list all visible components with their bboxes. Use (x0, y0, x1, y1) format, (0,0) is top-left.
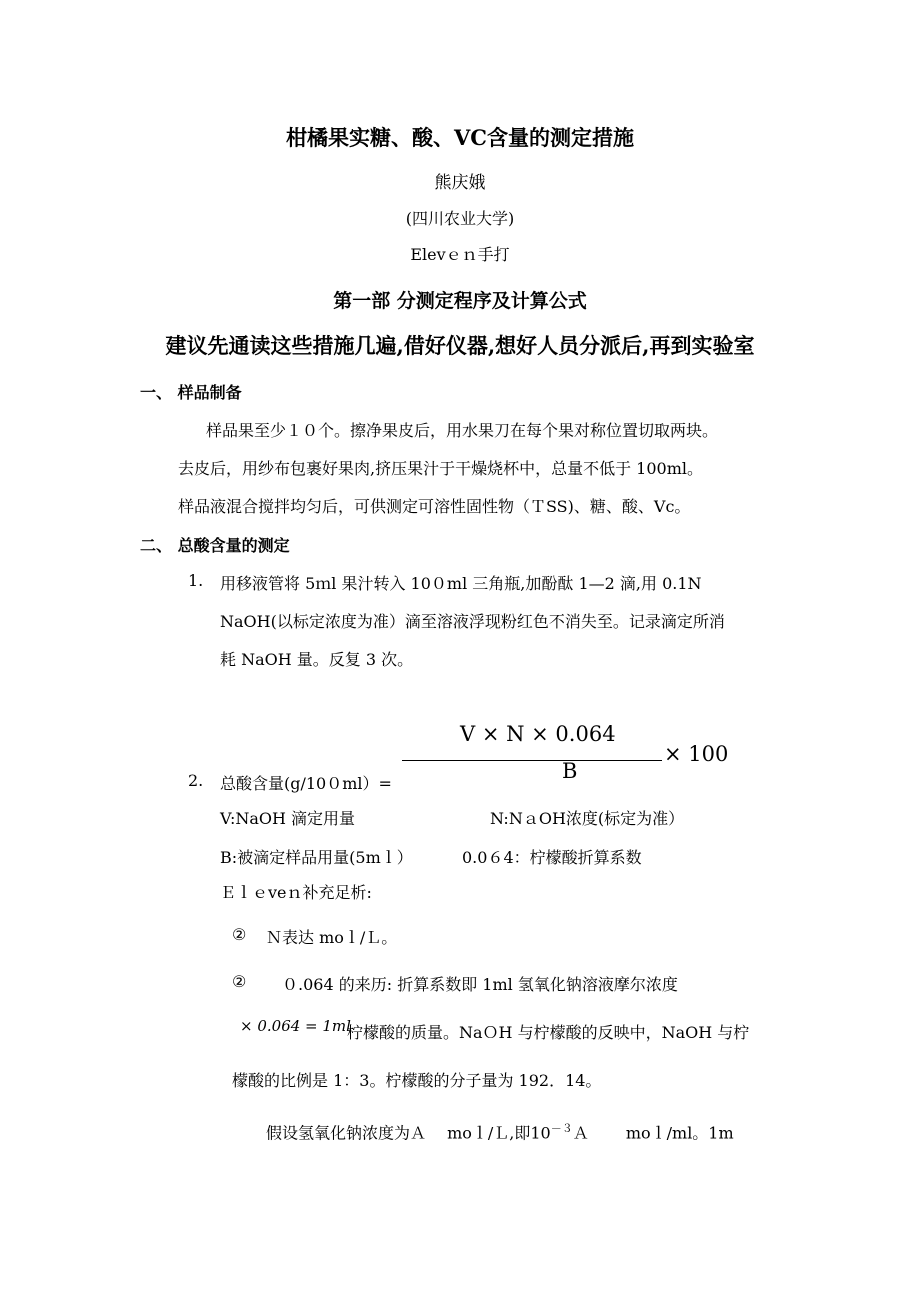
item1-line: 用移液管将 5ｍl 果汁转入 10０ml 三角瓶,加酚酞 1—2 滴,用 0.1N (220, 574, 702, 593)
section1-heading: 一、 样品制备 (140, 383, 242, 402)
section1-line: 样品液混合搅拌均匀后，可供测定可溶性固性物（ＴSS)、糖、酸、Vc。 (178, 497, 691, 516)
note3-text (266, 1120, 734, 1143)
note2-marker: ② (232, 972, 247, 991)
document-title: 柑橘果实糖、酸、VC含量的测定措施 (285, 125, 634, 150)
item2-number: 2. (188, 771, 204, 790)
note3-part-a: 假设氢氧化钠浓度为Ａ moｌ/Ｌ,即 (266, 1123, 531, 1143)
author-affiliation: (四川农业大学) (405, 209, 515, 228)
note2-formula: × 0.064 = 1ml (240, 1017, 351, 1035)
variable-v: V:NaOH 滴定用量 (220, 809, 356, 828)
variable-n: N:NａOH浓度(标定为准） (490, 809, 685, 828)
typist-note: Elevｅｎ手打 (410, 245, 510, 264)
author-name: 熊庆娥 (434, 173, 486, 193)
item1-line: NaOH(以标定浓度为准）滴至溶液浮现粉红色不消失至。记录滴定所消 (220, 612, 725, 631)
item2-label: 总酸含量(g/10０ml）= (220, 774, 392, 793)
item1-number: 1. (188, 571, 204, 590)
note3-exponent: －３ (550, 1122, 573, 1135)
supplement-heading: Ｅｌｅveｎ补充足析: (220, 883, 372, 902)
formula-numerator: V × N × 0.064 (460, 722, 616, 746)
variable-coefficient: 0.0６4：柠檬酸折算系数 (462, 848, 642, 867)
note3-ten: 10 (530, 1123, 551, 1143)
note1-marker: ② (232, 925, 247, 944)
section1-line: 样品果至少１０个。擦净果皮后，用水果刀在每个果对称位置切取两块。 (206, 421, 719, 440)
advice-line: 建议先通读这些措施几遍,借好仪器,想好人员分派后,再到实验室 (165, 333, 755, 358)
item1-line: 耗 NaOH 量。反复 3 次。 (220, 650, 414, 669)
formula-denominator: B (562, 759, 578, 783)
section2-heading: 二、 总酸含量的测定 (140, 536, 290, 555)
section1-line: 去皮后，用纱布包裹好果肉,挤压果汁于干燥烧杯中，总量不低于 100ml。 (178, 459, 704, 478)
note2-text: ０.064 的来历: 折算系数即 1ml 氢氧化钠溶液摩尔浓度 (282, 975, 678, 994)
note2-line3: 檬酸的比例是 1：3。柠檬酸的分子量为 192．14。 (232, 1071, 602, 1090)
part-heading: 第一部 分测定程序及计算公式 (333, 290, 587, 312)
formula-fraction-bar (402, 760, 662, 761)
note2-continuation: 柠檬酸的质量。NaＯH 与柠檬酸的反映中，NaOH 与柠 (347, 1023, 750, 1042)
variable-b: B:被滴定样品用量(5mｌ） (220, 848, 413, 867)
formula-multiplier: × 100 (664, 742, 729, 766)
note3-part-b: Ａ moｌ/ml。1m (572, 1123, 734, 1143)
note1-text: Ｎ表达 moｌ/Ｌ。 (266, 928, 398, 947)
